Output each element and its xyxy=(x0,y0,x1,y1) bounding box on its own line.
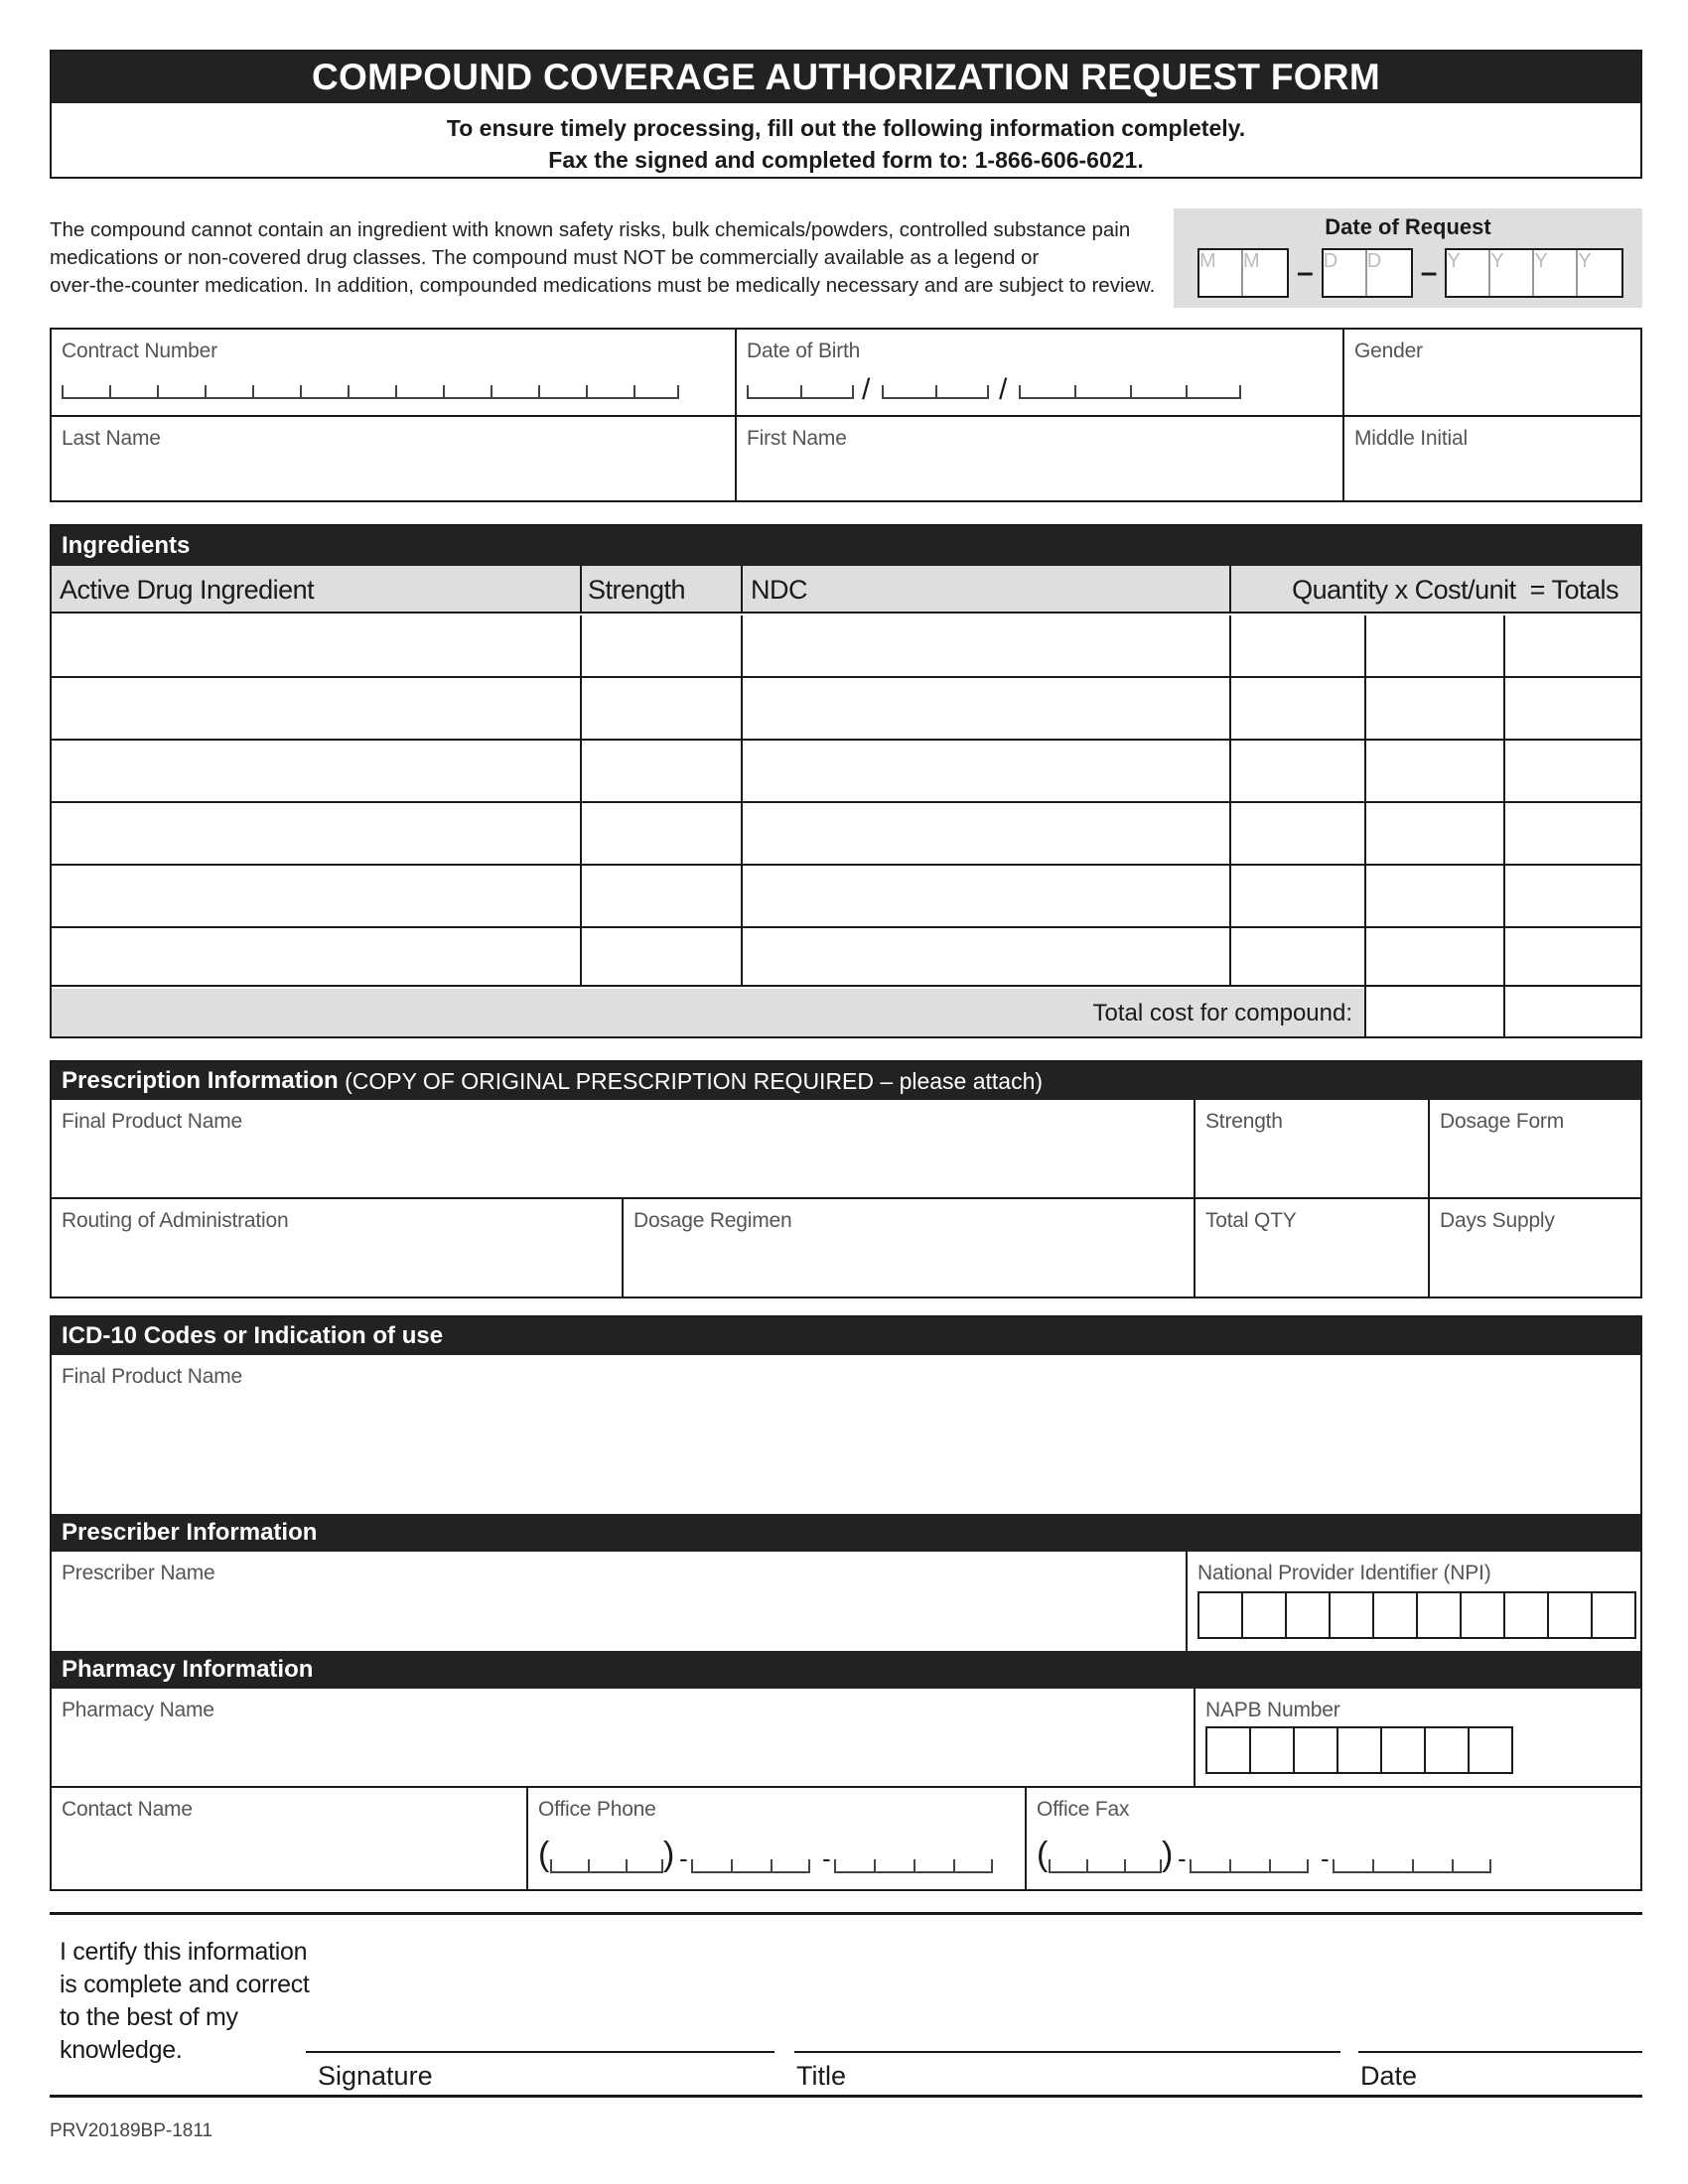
table-row[interactable] xyxy=(52,928,1640,987)
date-of-request-box xyxy=(1174,208,1642,308)
first-name-label: First Name xyxy=(747,427,847,450)
fax-prefix-combs[interactable] xyxy=(1190,1853,1309,1873)
phone-prefix-combs[interactable] xyxy=(691,1853,810,1873)
prescription-section xyxy=(50,1060,1642,1298)
icd-final-product-label: Final Product Name xyxy=(62,1365,242,1388)
certification-text xyxy=(60,1936,318,2067)
title-label: Title xyxy=(796,2061,847,2091)
routing-label: Routing of Administration xyxy=(62,1209,289,1232)
form-code: PRV20189BP-1811 xyxy=(50,2120,213,2141)
form-title: COMPOUND COVERAGE AUTHORIZATION REQUEST FORM xyxy=(52,52,1640,103)
total-qty-label: Total QTY xyxy=(1205,1209,1297,1232)
signature-label: Signature xyxy=(318,2061,433,2091)
intro-line-2: medications or non-covered drug classes. The compound must NOT be commercially available as a legend or xyxy=(50,246,1040,269)
month-digit[interactable]: M xyxy=(1243,250,1260,272)
table-row[interactable] xyxy=(52,678,1640,741)
title-field[interactable] xyxy=(794,2051,1340,2095)
dob-month-combs[interactable] xyxy=(747,379,854,399)
certification-line-3: to the best of my xyxy=(60,2003,238,2031)
total-qty-field[interactable] xyxy=(1196,1199,1428,1297)
dob-separator: / xyxy=(999,373,1008,406)
contract-number-label: Contract Number xyxy=(62,340,217,362)
intro-text xyxy=(50,216,1172,300)
date-label: Date xyxy=(1360,2061,1418,2091)
dob-day-combs[interactable] xyxy=(882,379,989,399)
phone-area-combs[interactable] xyxy=(550,1853,663,1873)
certification-top-rule xyxy=(50,1912,1642,1915)
fax-paren-close: ) xyxy=(1162,1836,1174,1873)
form-header xyxy=(50,50,1642,179)
rx-strength-field[interactable] xyxy=(1196,1100,1428,1197)
instruction-line-2: Fax the signed and completed form to: 1-866-606-6021. xyxy=(548,147,1144,173)
last-name-label: Last Name xyxy=(62,427,161,450)
contact-name-field[interactable] xyxy=(52,1788,526,1889)
table-row[interactable] xyxy=(52,866,1640,928)
first-name-field[interactable] xyxy=(737,417,1342,500)
npi-label: National Provider Identifier (NPI) xyxy=(1197,1562,1491,1584)
signature-field[interactable] xyxy=(306,2051,774,2095)
middle-initial-label: Middle Initial xyxy=(1354,427,1468,450)
dosage-regimen-field[interactable] xyxy=(624,1199,1194,1297)
pharmacy-name-field[interactable] xyxy=(52,1689,1194,1786)
date-of-birth-field[interactable] xyxy=(737,330,1342,415)
certification-line-4: knowledge. xyxy=(60,2036,183,2064)
intro-line-1: The compound cannot contain an ingredient with known safety risks, bulk chemicals/powders, controlled substance pain xyxy=(50,218,1131,241)
dosage-form-field[interactable] xyxy=(1430,1100,1640,1197)
year-input[interactable] xyxy=(1445,248,1623,298)
dosage-regimen-label: Dosage Regimen xyxy=(633,1209,792,1232)
month-input[interactable] xyxy=(1197,248,1289,298)
gender-label: Gender xyxy=(1354,340,1423,362)
col-active-ingredient: Active Drug Ingredient xyxy=(60,575,315,605)
office-phone-label: Office Phone xyxy=(538,1798,656,1821)
patient-info-section xyxy=(50,328,1642,502)
phone-paren-open: ( xyxy=(538,1836,550,1873)
total-cost-field[interactable] xyxy=(1366,989,1503,1036)
year-digit[interactable]: Y xyxy=(1578,250,1592,272)
prescription-title-bar xyxy=(52,1062,1640,1100)
fax-dash: - xyxy=(1321,1843,1330,1873)
year-digit[interactable]: Y xyxy=(1447,250,1490,296)
contract-number-combs[interactable] xyxy=(62,379,679,399)
fax-dash: - xyxy=(1178,1843,1187,1873)
col-totals: Quantity x Cost/unit = Totals xyxy=(1292,575,1618,605)
table-row[interactable] xyxy=(52,615,1640,678)
intro-line-3: over-the-counter medication. In addition, compounded medications must be medically necessary and are subject to review. xyxy=(50,274,1156,297)
certification-line-2: is complete and correct xyxy=(60,1971,310,1998)
certification-bottom-rule xyxy=(50,2095,1642,2098)
ingredients-section xyxy=(50,524,1642,1038)
prescriber-name-label: Prescriber Name xyxy=(62,1562,215,1584)
prescriber-name-field[interactable] xyxy=(52,1552,1186,1651)
prescriber-title: Prescriber Information xyxy=(52,1514,1640,1552)
fax-area-combs[interactable] xyxy=(1049,1853,1162,1873)
gender-field[interactable] xyxy=(1344,330,1640,415)
instruction-line-1: To ensure timely processing, fill out the following information completely. xyxy=(446,115,1246,141)
certification-line-1: I certify this information xyxy=(60,1938,308,1966)
napb-field[interactable] xyxy=(1196,1689,1640,1786)
last-name-field[interactable] xyxy=(52,417,735,500)
total-cost-label: Total cost for compound: xyxy=(1092,1000,1352,1026)
contact-name-label: Contact Name xyxy=(62,1798,193,1821)
middle-initial-field[interactable] xyxy=(1344,417,1640,500)
total-cost-total-field[interactable] xyxy=(1505,989,1640,1036)
date-separator: – xyxy=(1420,256,1438,289)
table-row[interactable] xyxy=(52,803,1640,866)
rx-strength-label: Strength xyxy=(1205,1110,1283,1133)
prescription-title: Prescription Information xyxy=(62,1067,339,1094)
col-ndc: NDC xyxy=(751,575,807,605)
napb-label: NAPB Number xyxy=(1205,1699,1340,1721)
final-product-name-field[interactable] xyxy=(52,1100,1194,1197)
month-digit[interactable]: M xyxy=(1199,250,1243,296)
year-digit[interactable]: Y xyxy=(1490,250,1534,296)
icd-prescriber-pharmacy-section xyxy=(50,1315,1642,1891)
office-fax-field[interactable] xyxy=(1027,1788,1640,1889)
contract-number-field[interactable] xyxy=(52,330,735,415)
pharmacy-title: Pharmacy Information xyxy=(52,1651,1640,1689)
office-phone-field[interactable] xyxy=(528,1788,1025,1889)
office-fax-label: Office Fax xyxy=(1037,1798,1130,1821)
npi-digit-boxes[interactable] xyxy=(1197,1591,1636,1639)
year-digit[interactable]: Y xyxy=(1534,250,1578,296)
date-of-birth-label: Date of Birth xyxy=(747,340,861,362)
day-digit[interactable]: D xyxy=(1366,250,1382,272)
fax-paren-open: ( xyxy=(1037,1836,1049,1873)
pharmacy-name-label: Pharmacy Name xyxy=(62,1699,214,1721)
col-strength: Strength xyxy=(588,575,686,605)
date-separator: – xyxy=(1297,256,1314,289)
phone-dash: - xyxy=(822,1843,831,1873)
napb-digit-boxes[interactable] xyxy=(1205,1726,1513,1774)
dob-year-combs[interactable] xyxy=(1019,379,1241,399)
day-input[interactable] xyxy=(1322,248,1413,298)
ingredients-title: Ingredients xyxy=(52,526,1640,566)
table-row[interactable] xyxy=(52,741,1640,803)
date-of-request-fields xyxy=(1197,248,1623,298)
phone-paren-close: ) xyxy=(663,1836,675,1873)
npi-field[interactable] xyxy=(1188,1552,1640,1651)
days-supply-field[interactable] xyxy=(1430,1199,1640,1297)
date-of-request-label: Date of Request xyxy=(1325,214,1491,239)
date-field[interactable] xyxy=(1358,2051,1642,2095)
prescription-note: (COPY OF ORIGINAL PRESCRIPTION REQUIRED – please attach) xyxy=(338,1067,1044,1094)
ingredients-header-row xyxy=(52,566,1640,614)
dosage-form-label: Dosage Form xyxy=(1440,1110,1565,1133)
days-supply-label: Days Supply xyxy=(1440,1209,1555,1232)
dob-separator: / xyxy=(862,373,871,406)
phone-line-combs[interactable] xyxy=(834,1853,993,1873)
fax-line-combs[interactable] xyxy=(1333,1853,1491,1873)
day-digit[interactable]: D xyxy=(1324,250,1367,296)
routing-field[interactable] xyxy=(52,1199,622,1297)
total-cost-row xyxy=(52,989,1364,1036)
icd-final-product-field[interactable] xyxy=(52,1355,1640,1514)
icd-title: ICD-10 Codes or Indication of use xyxy=(52,1317,1640,1355)
final-product-name-label: Final Product Name xyxy=(62,1110,242,1133)
ingredients-rows xyxy=(52,615,1640,1036)
phone-dash: - xyxy=(679,1843,688,1873)
